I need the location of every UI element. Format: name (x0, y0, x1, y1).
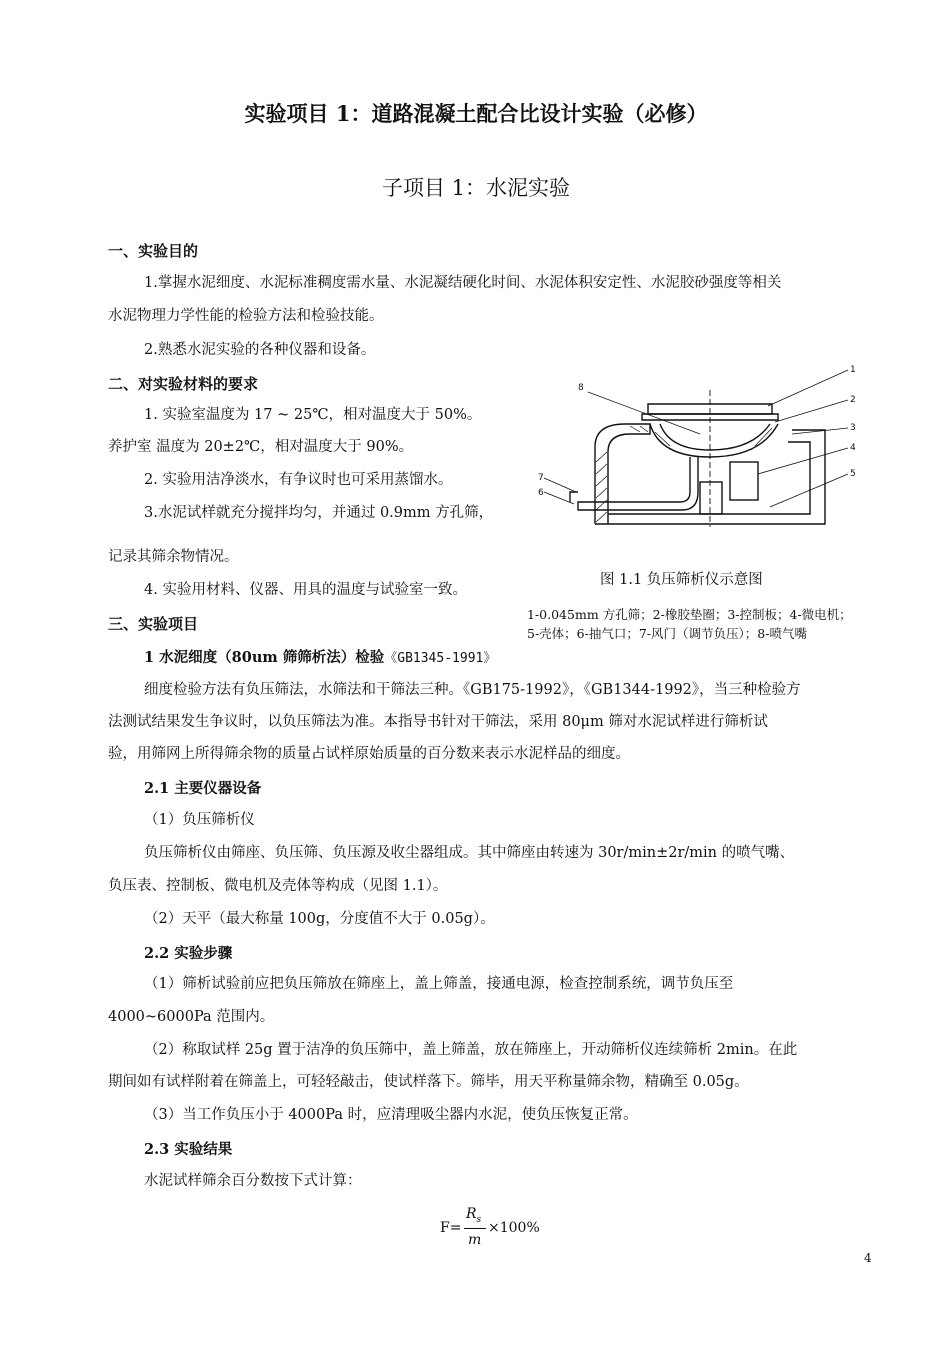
subsection-heading: 2.3 实验结果 (144, 1141, 233, 1158)
paragraph: 4000~6000Pa 范围内。 (108, 1009, 275, 1025)
formula-denominator: m (468, 1232, 482, 1248)
list-item: 3.水泥试样就充分搅拌均匀，并通过 0.9mm 方孔筛， (144, 505, 494, 521)
figure-legend: 1-0.045mm 方孔筛；2-橡胶垫圈；3-控制板；4-微电机； (527, 607, 852, 622)
list-item: 记录其筛余物情况。 (108, 549, 239, 565)
list-item: 2. 实验用洁净淡水，有争议时也可采用蒸馏水。 (144, 472, 453, 488)
figure-caption: 图 1.1 负压筛析仪示意图 (600, 572, 763, 588)
fraction-bar (464, 1228, 486, 1229)
label-5: 5 (850, 469, 856, 479)
formula-lhs: F= (440, 1220, 462, 1236)
item-title: 1 水泥细度（80um 筛筛析法）检验《GB1345-1991》 (144, 649, 497, 666)
paragraph: 1.掌握水泥细度、水泥标准稠度需水量、水泥凝结硬化时间、水泥体积安定性、水泥胶砂强度等相关 (144, 275, 782, 291)
label-3: 3 (850, 423, 856, 433)
paragraph: 细度检验方法有负压筛法，水筛法和干筛法三种。《GB175-1992》，《GB1344-1992》，当三种检验方 (144, 682, 801, 698)
paragraph: 水泥试样筛余百分数按下式计算： (144, 1173, 362, 1189)
paragraph: 水泥物理力学性能的检验方法和检验技能。 (108, 308, 384, 324)
paragraph: 负压表、控制板、微电机及壳体等构成（见图 1.1）。 (108, 878, 448, 894)
label-1: 1 (850, 365, 856, 375)
paragraph: 验，用筛网上所得筛余物的质量占试样原始质量的百分数来表示水泥样品的细度。 (108, 746, 630, 762)
paragraph: （2）天平（最大称量 100g，分度值不大于 0.05g）。 (144, 911, 495, 927)
formula-numerator: $R_s$ (466, 1206, 482, 1225)
page-subtitle: 子项目 1：水泥实验 (381, 176, 571, 200)
section-heading-items: 三、实验项目 (108, 615, 199, 633)
figure-legend: 5-壳体；6-抽气口；7-风门（调节负压）；8-喷气嘴 (527, 626, 807, 641)
paragraph: （1）负压筛析仪 (144, 812, 255, 828)
paragraph: 2.熟悉水泥实验的各种仪器和设备。 (144, 342, 376, 358)
subsection-heading: 2.1 主要仪器设备 (144, 780, 262, 797)
paragraph: （3）当工作负压小于 4000Pa 时，应清理吸尘器内水泥，使负压恢复正常。 (144, 1107, 638, 1123)
label-6: 6 (538, 488, 544, 498)
paragraph: 法测试结果发生争议时，以负压筛法为准。本指导书针对干筛法，采用 80μm 筛对水泥试样进行筛析试 (108, 714, 768, 730)
sieve-apparatus-diagram (530, 362, 870, 532)
subsection-heading: 2.2 实验步骤 (144, 945, 233, 962)
label-4: 4 (850, 443, 856, 453)
page-title: 实验项目 1：道路混凝土配合比设计实验（必修） (244, 101, 708, 126)
label-2: 2 (850, 395, 856, 405)
paragraph: （1）筛析试验前应把负压筛放在筛座上，盖上筛盖，接通电源，检查控制系统，调节负压至 (144, 976, 734, 992)
section-heading-purpose: 一、实验目的 (108, 242, 199, 260)
formula-rhs: ×100% (488, 1220, 540, 1236)
section-heading-materials: 二、对实验材料的要求 (108, 375, 259, 393)
paragraph: 期间如有试样附着在筛盖上，可轻轻敲击，使试样落下。筛毕，用天平称量筛余物，精确至 0.05g。 (108, 1074, 749, 1090)
list-item: 4. 实验用材料、仪器、用具的温度与试验室一致。 (144, 582, 467, 598)
label-7: 7 (538, 473, 544, 483)
standard-reference: 《GB1345-1991》 (384, 651, 497, 666)
paragraph: （2）称取试样 25g 置于洁净的负压筛中，盖上筛盖，放在筛座上，开动筛析仪连续筛析 2min。在此 (144, 1042, 798, 1058)
list-item: 养护室 温度为 20±2℃，相对温度大于 90%。 (108, 439, 414, 455)
list-item: 1. 实验室温度为 17 ~ 25℃，相对温度大于 50%。 (144, 407, 482, 423)
paragraph: 负压筛析仪由筛座、负压筛、负压源及收尘器组成。其中筛座由转速为 30r/min±2r/min 的喷气嘴、 (144, 845, 795, 861)
page-number: 4 (864, 1251, 872, 1265)
label-8: 8 (578, 383, 584, 393)
